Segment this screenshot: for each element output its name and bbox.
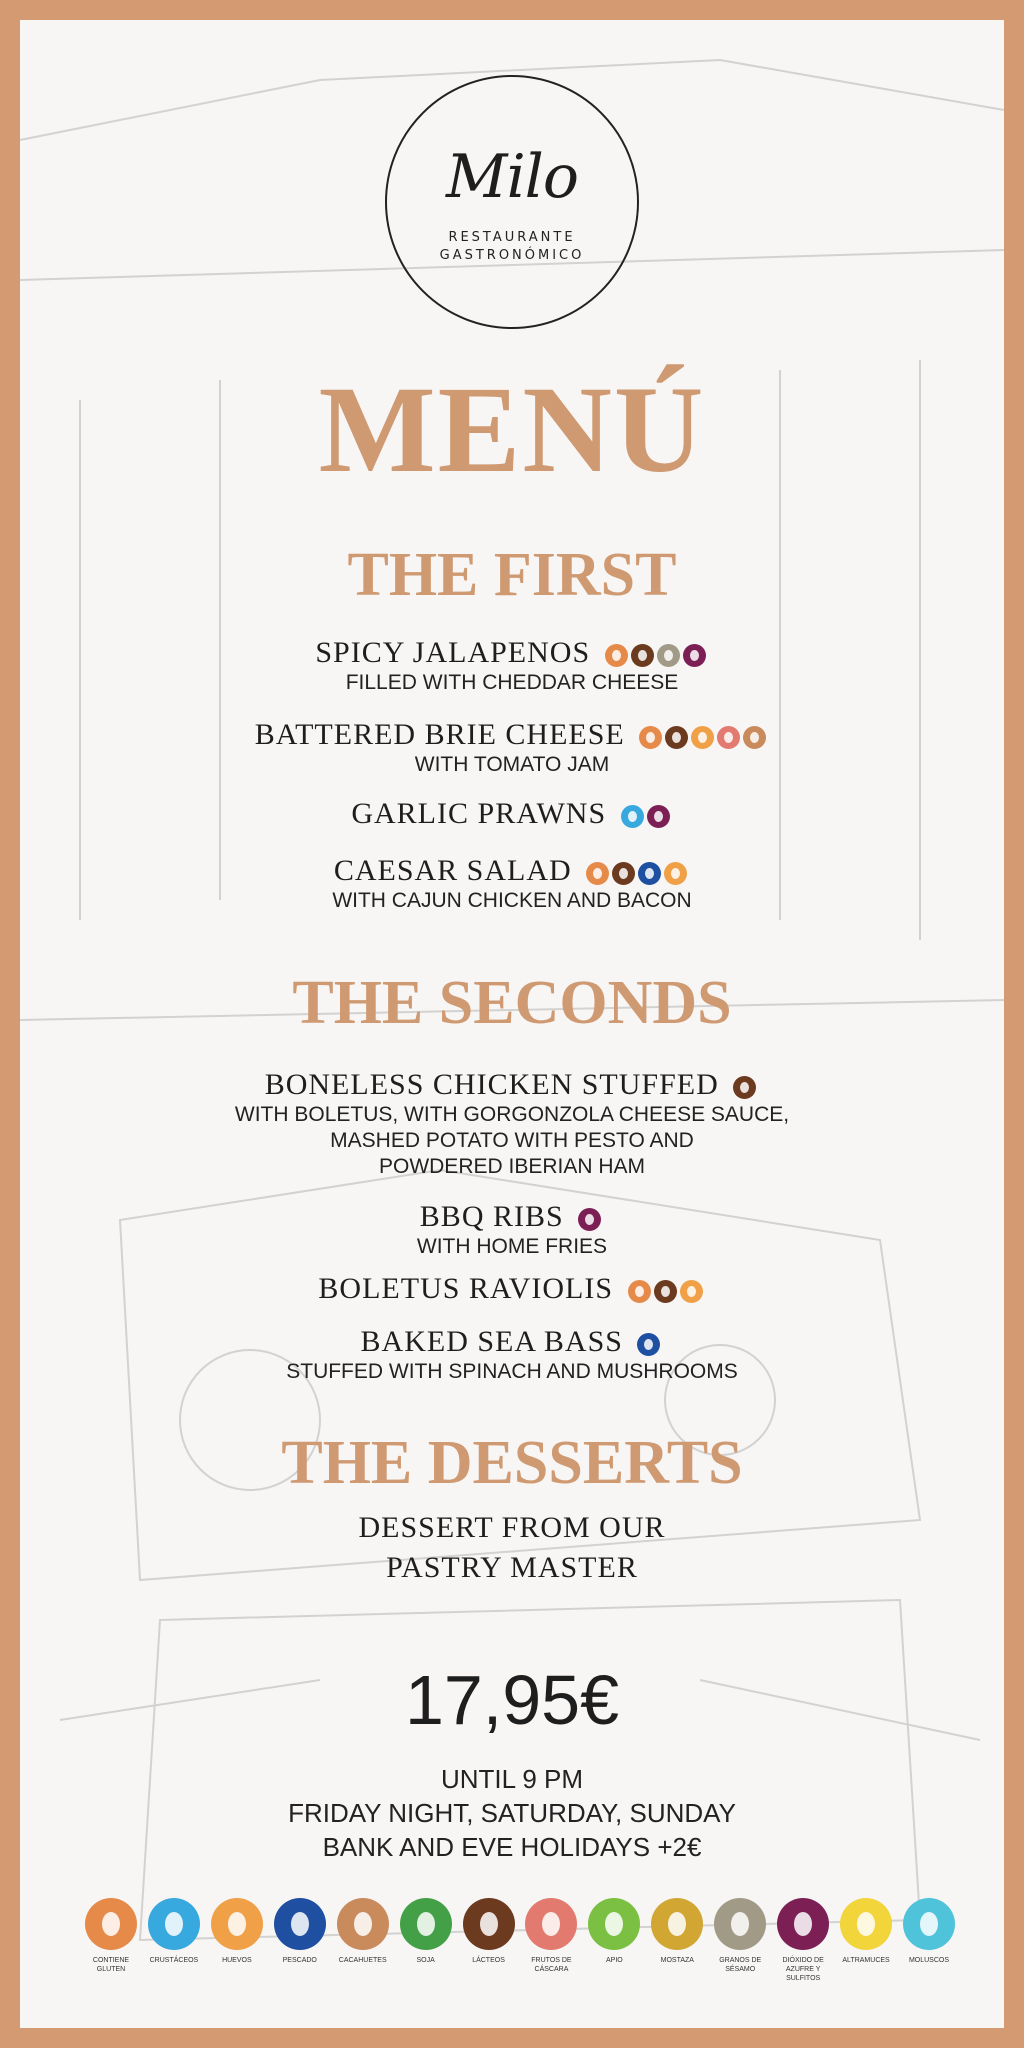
dish-boneless-chicken <box>20 1066 1004 1180</box>
section-title-first: THE FIRST <box>347 541 677 609</box>
apio-icon <box>588 1898 640 1950</box>
legend-item <box>143 1898 205 1983</box>
pescado-icon <box>638 862 661 885</box>
dish-garlic-prawns <box>20 795 1004 831</box>
legend-item <box>80 1898 142 1983</box>
gluten-icon <box>605 644 628 667</box>
dish-description: WITH TOMATO JAM <box>414 753 610 777</box>
legend-label: LÁCTEOS <box>472 1957 505 1964</box>
lacteos-icon <box>612 862 635 885</box>
dish-spicy-jalapenos <box>20 634 1004 696</box>
dish-bbq-ribs <box>20 1198 1004 1260</box>
dish-description-line: POWDERED IBERIAN HAM <box>378 1155 646 1179</box>
pescado-icon <box>274 1898 326 1950</box>
dish-name: BATTERED BRIE CHEESE <box>254 718 625 752</box>
dessert-text <box>20 1508 1004 1588</box>
legend-label: DIÓXIDO DE AZUFRE Y SULFITOS <box>782 1957 824 1982</box>
legend-item <box>458 1898 520 1983</box>
legend-label: ALTRAMUCES <box>842 1957 890 1964</box>
legend-item <box>772 1898 834 1983</box>
logo-line-1: RESTAURANTE <box>448 230 576 245</box>
sesamo-icon <box>714 1898 766 1950</box>
huevos-icon <box>211 1898 263 1950</box>
lacteos-icon <box>665 726 688 749</box>
allergen-icons <box>605 636 709 670</box>
dish-battered-brie <box>20 716 1004 778</box>
sesamo-icon <box>657 644 680 667</box>
legend-item <box>646 1898 708 1983</box>
dish-name: GARLIC PRAWNS <box>351 797 607 831</box>
dish-name: CAESAR SALAD <box>333 854 572 888</box>
allergen-legend <box>80 1898 960 1983</box>
mostaza-icon <box>651 1898 703 1950</box>
legend-label: PESCADO <box>282 1957 317 1964</box>
dish-description-line: WITH BOLETUS, WITH GORGONZOLA CHEESE SAUCE, <box>234 1103 790 1127</box>
section-title-seconds: THE SECONDS <box>292 969 732 1037</box>
legend-label: CONTIENE GLUTEN <box>92 1957 130 1973</box>
dish-name: SPICY JALAPENOS <box>315 636 591 670</box>
crustaceos-icon <box>148 1898 200 1950</box>
allergen-icons <box>733 1068 759 1102</box>
huevos-icon <box>680 1280 703 1303</box>
cacahuetes-icon <box>743 726 766 749</box>
dish-description: WITH CAJUN CHICKEN AND BACON <box>332 889 692 913</box>
dish-description: FILLED WITH CHEDDAR CHEESE <box>345 671 679 695</box>
legend-label: HUEVOS <box>222 1957 252 1964</box>
cacahuetes-icon <box>337 1898 389 1950</box>
legend-item <box>709 1898 771 1983</box>
altramuces-icon <box>840 1898 892 1950</box>
legend-label: CRUSTÁCEOS <box>149 1957 199 1964</box>
lacteos-icon <box>463 1898 515 1950</box>
pescado-icon <box>637 1333 660 1356</box>
lacteos-icon <box>733 1076 756 1099</box>
logo-name: Milo <box>446 142 578 212</box>
menu-price: 17,95€ <box>404 1661 620 1739</box>
dish-boletus-raviolis <box>20 1270 1004 1306</box>
gluten-icon <box>85 1898 137 1950</box>
sulfitos-icon <box>578 1208 601 1231</box>
legend-item <box>206 1898 268 1983</box>
allergen-icons <box>637 1325 663 1359</box>
dish-baked-sea-bass <box>20 1323 1004 1385</box>
legend-label: APIO <box>606 1957 623 1964</box>
moluscos-icon <box>903 1898 955 1950</box>
dish-description-line: MASHED POTATO WITH PESTO AND <box>330 1129 694 1153</box>
allergen-icons <box>578 1200 604 1234</box>
legend-item <box>835 1898 897 1983</box>
huevos-icon <box>691 726 714 749</box>
crustaceos-icon <box>621 805 644 828</box>
dessert-line-2: PASTRY MASTER <box>386 1551 638 1584</box>
legend-item <box>520 1898 582 1983</box>
sulfitos-icon <box>777 1898 829 1950</box>
menu-title: MENÚ <box>318 361 706 498</box>
legend-item <box>583 1898 645 1983</box>
allergen-icons <box>586 854 690 888</box>
allergen-icons <box>628 1272 706 1306</box>
dish-name: BONELESS CHICKEN STUFFED <box>264 1068 719 1102</box>
gluten-icon <box>639 726 662 749</box>
dish-name: BOLETUS RAVIOLIS <box>318 1272 614 1306</box>
dish-description: STUFFED WITH SPINACH AND MUSHROOMS <box>286 1360 738 1384</box>
section-title-desserts: THE DESSERTS <box>281 1429 743 1497</box>
logo-line-2: GASTRONÓMICO <box>439 248 585 263</box>
legend-item <box>332 1898 394 1983</box>
legend-item <box>269 1898 331 1983</box>
allergen-icons <box>621 797 673 831</box>
legend-label: MOSTAZA <box>660 1957 694 1964</box>
dessert-line-1: DESSERT FROM OUR <box>358 1511 666 1544</box>
dish-name: BBQ RIBS <box>419 1200 564 1234</box>
legend-label: GRANOS DE SÉSAMO <box>719 1957 762 1973</box>
price-conditions <box>20 1762 1004 1864</box>
gluten-icon <box>628 1280 651 1303</box>
dish-caesar-salad <box>20 852 1004 914</box>
legend-label: MOLUSCOS <box>908 1957 950 1964</box>
lacteos-icon <box>631 644 654 667</box>
frutos-cascara-icon <box>717 726 740 749</box>
legend-item <box>898 1898 960 1983</box>
sulfitos-icon <box>683 644 706 667</box>
lacteos-icon <box>654 1280 677 1303</box>
legend-item <box>395 1898 457 1983</box>
restaurant-logo <box>385 75 639 329</box>
huevos-icon <box>664 862 687 885</box>
sulfitos-icon <box>647 805 670 828</box>
condition-line: BANK AND EVE HOLIDAYS +2€ <box>322 1832 702 1862</box>
soja-icon <box>400 1898 452 1950</box>
condition-line: FRIDAY NIGHT, SATURDAY, SUNDAY <box>288 1798 736 1828</box>
legend-label: FRUTOS DE CÁSCARA <box>531 1957 572 1973</box>
dish-name: BAKED SEA BASS <box>360 1325 623 1359</box>
legend-label: CACAHUETES <box>338 1957 387 1964</box>
legend-label: SOJA <box>416 1957 435 1964</box>
condition-line: UNTIL 9 PM <box>440 1764 584 1794</box>
menu-card <box>20 20 1004 2028</box>
frutos-cascara-icon <box>525 1898 577 1950</box>
gluten-icon <box>586 862 609 885</box>
dish-description: WITH HOME FRIES <box>416 1235 608 1259</box>
allergen-icons <box>639 718 769 752</box>
